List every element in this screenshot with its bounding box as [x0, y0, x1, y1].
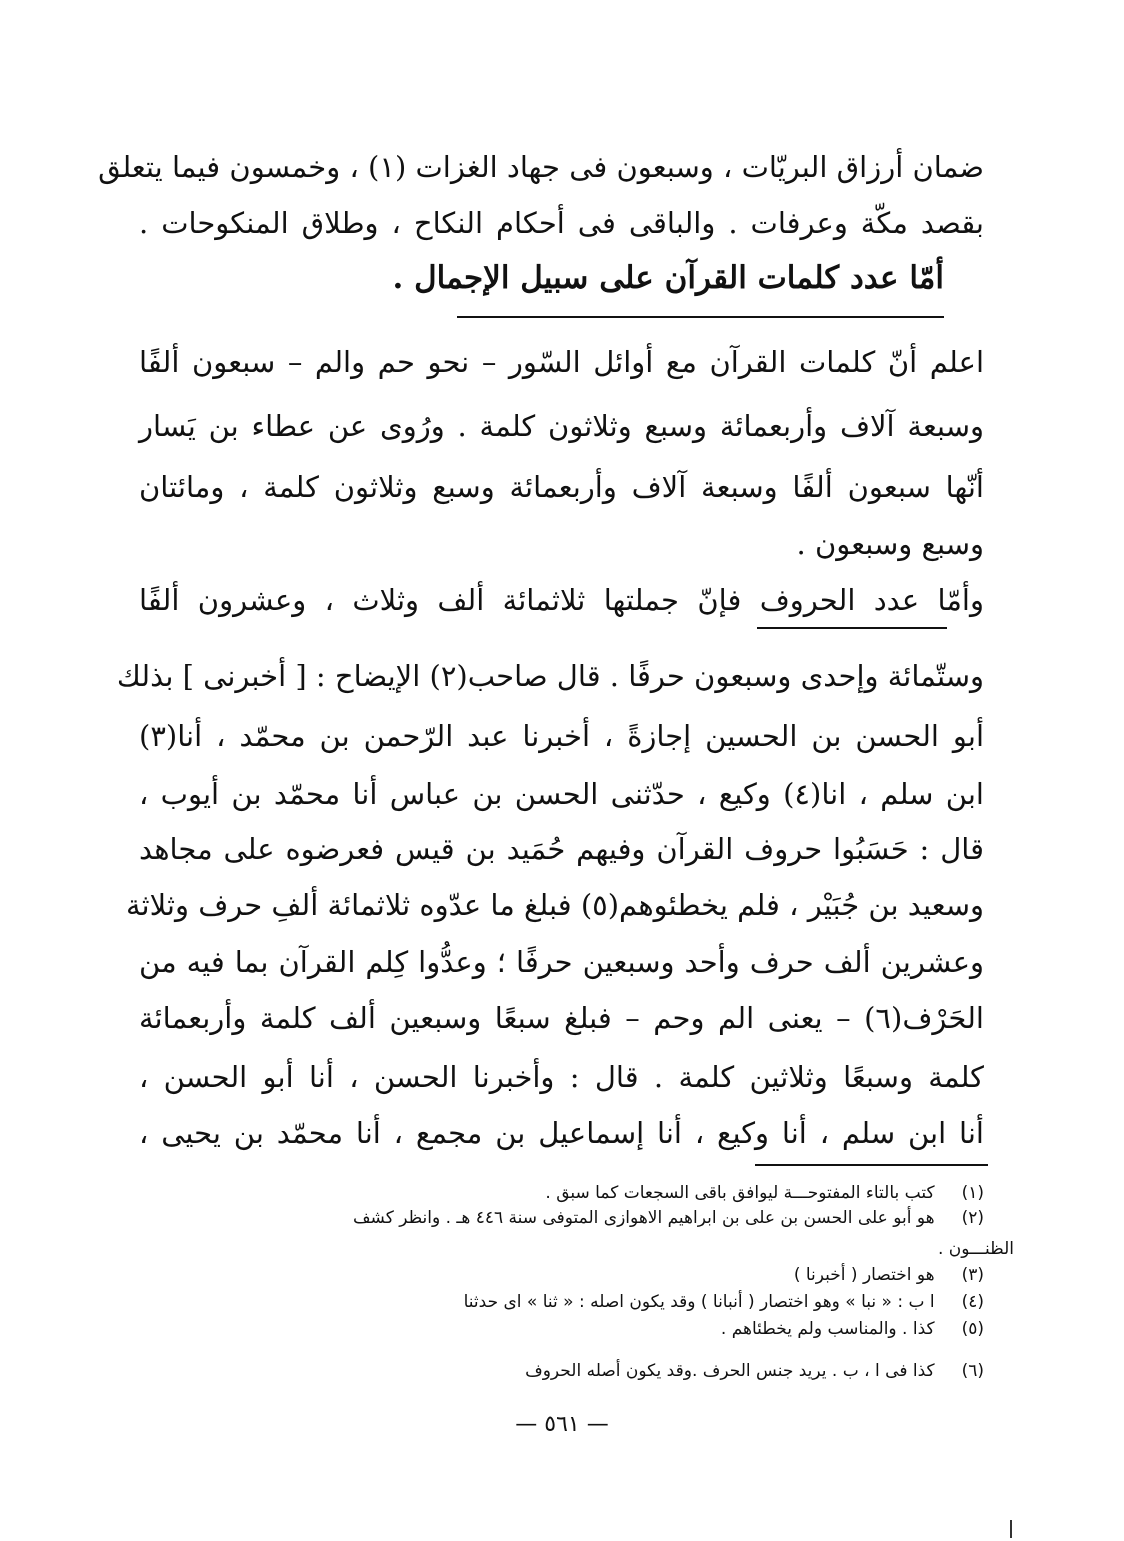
footnote-text: هو اختصار ( أخبرنا ) [793, 1265, 935, 1285]
text-line-13: وسعيد بن جُبَيْر ، فلم يخطئوهم(٥) فبلغ ما عدّوه ثلاثمائة ألفِ حرف وثلاثة [125, 888, 984, 922]
text-line-6: أنّها سبعون ألفًا وسبعة آلاف وأربعمائة وسبع وثلاثون كلمة ، ومائتان [139, 470, 984, 504]
footnote-text: كذا فى ا ، ب . يريد جنس الحرف .وقد يكون أصله الحروف [525, 1361, 935, 1381]
footnote-number: (٥) [961, 1319, 984, 1339]
footnote-5 [721, 1318, 984, 1340]
text-line-5: وسبعة آلاف وأربعمائة وسبع وثلاثون كلمة . ورُوى عن عطاء بن يَسار [139, 409, 984, 443]
text-line-4: اعلم أنّ كلمات القرآن مع أوائل السّور – نحو حم والم – سبعون ألفًا [139, 345, 984, 379]
footnote-text: كتب بالتاء المفتوحـــة ليوافق باقى السجعات كما سبق . [545, 1183, 935, 1203]
footnote-text: الظنـــون . [938, 1239, 1014, 1259]
text-line-11: ابن سلم ، انا(٤) وكيع ، حدّثنى الحسن بن عباس أنا محمّد بن أيوب ، [139, 777, 984, 811]
heading-underline [457, 316, 944, 318]
scan-edge-mark [1010, 1520, 1012, 1538]
footnote-text: هو أبو على الحسن بن على بن ابراهيم الاهوازى المتوفى سنة ٤٤٦ هـ . وانظر كشف [352, 1208, 935, 1228]
footnote-2-continuation [938, 1238, 1014, 1260]
section-heading-letters: وأمّا عدد الحروف فإنّ جملتها ثلاثمائة ألف وثلاث ، وعشرون ألفًا [139, 583, 984, 617]
text-line-7: وسبع وسبعون . [796, 527, 984, 561]
footnote-3 [794, 1264, 984, 1286]
footnote-number: (٤) [961, 1292, 984, 1312]
text-line-14: وعشرين ألف حرف وأحد وسبعين حرفًا ؛ وعدُّوا كِلم القرآن بما فيه من [139, 945, 984, 979]
text-line-16: كلمة وسبعًا وثلاثين كلمة . قال : وأخبرنا الحسن ، أنا أبو الحسن ، [139, 1060, 984, 1094]
page-number: — ٥٦١ — [515, 1412, 609, 1437]
text-line-1: ضمان أرزاق البريّات ، وسبعون فى جهاد الغزات (١) ، وخمسون فيما يتعلق [98, 150, 984, 184]
footnote-number: (٢) [961, 1208, 984, 1228]
footnote-number: (٣) [961, 1265, 984, 1285]
text-line-2: بقصد مكّة وعرفات . والباقى فى أحكام النكاح ، وطلاق المنكوحات . [139, 206, 984, 240]
footnote-1 [545, 1182, 984, 1204]
footnote-number: (١) [961, 1183, 984, 1203]
text-line-17: أنا ابن سلم ، أنا وكيع ، أنا إسماعيل بن مجمع ، أنا محمّد بن يحيى ، [139, 1116, 984, 1150]
footnote-text: كذا . والمناسب ولم يخطئاهم . [720, 1319, 935, 1339]
footnote-number: (٦) [961, 1361, 984, 1381]
text-line-15: الحَرْف(٦) – يعنى الم وحم – فبلغ سبعًا وسبعين ألف كلمة وأربعمائة [139, 1001, 984, 1035]
footnote-text: ا ب : « نبا » وهو اختصار ( أنبانا ) وقد يكون اصله : « ثنا » اى حدثنا [463, 1292, 935, 1312]
footnote-4 [464, 1291, 984, 1313]
text-line-9: وستّمائة وإحدى وسبعون حرفًا . قال صاحب(٢) الإيضاح : [ أخبرنى ] بذلك [116, 659, 984, 693]
footnote-separator [755, 1164, 988, 1166]
text-line-10: أبو الحسن بن الحسين إجازةً ، أخبرنا عبد الرّحمن بن محمّد ، أنا(٣) [139, 719, 984, 753]
footnote-6 [525, 1360, 984, 1382]
footnote-2 [353, 1207, 984, 1229]
letters-heading-underline [757, 627, 947, 629]
text-line-12: قال : حَسَبُوا حروف القرآن وفيهم حُمَيد بن قيس فعرضوه على مجاهد [139, 832, 984, 866]
section-heading-words: أمّا عدد كلمات القرآن على سبيل الإجمال . [392, 260, 944, 296]
